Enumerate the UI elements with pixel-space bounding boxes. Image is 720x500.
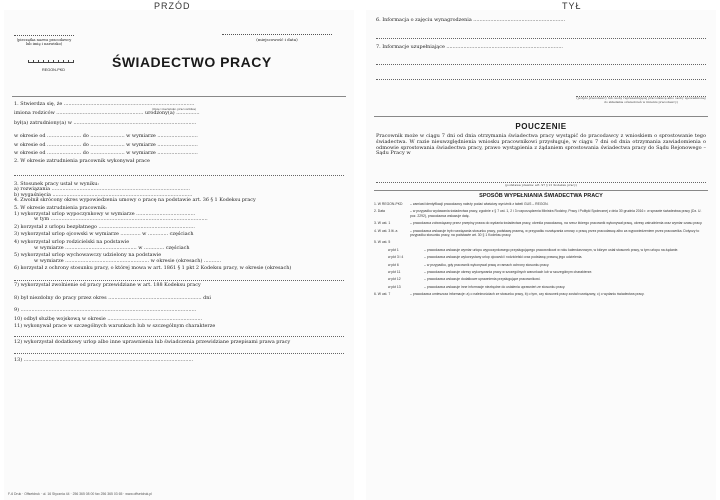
item-line[interactable]: 1) wykorzystał urlop wypoczynkowy w wymiarze ...................................... — [14, 210, 196, 217]
explain-row — [374, 285, 708, 289]
front-sheet — [4, 1, 354, 500]
item-line[interactable]: 12) wykorzystał dodatkowy urlop albo inne uprawnienia lub świadczenia przewidziane przepisami prawa pracy — [14, 338, 291, 345]
item-line: 5) wykorzystał urlop wychowawczy udzielony na podstawie — [14, 252, 162, 259]
item-line[interactable]: w okresie od ...................... do ...................... w wymiarze .......................... — [14, 150, 198, 157]
side-label-back: TYŁ — [562, 1, 582, 11]
explain-key: w pkt 11 — [388, 270, 401, 275]
divider — [374, 190, 708, 191]
court-caption: (podstawa prawna: art. 97 § 21 Kodeksu pracy) — [505, 183, 577, 187]
item-line[interactable]: w wymiarze ...................................................... w okresie (okresach) ........... — [34, 257, 222, 264]
item-line[interactable]: w okresie od ...................... do ...................... w wymiarze .......................... — [14, 141, 198, 148]
item-line[interactable]: a) rozwiązania ......................................................................................... — [14, 186, 190, 193]
explain-text: – w przypadku wydawania świadectwa pracy, zgodnie z § 7 ust. 1, 2 i 3 rozporządzenia Ministra Rodziny, Pracy i Polityki Społecznej z dnia 30 grudnia 2016 r. w sprawie świadectwa pracy (Dz. U. poz. 2292), pracodawca wskazuje datę. — [410, 209, 702, 218]
explain-text — [410, 240, 708, 244]
item-line[interactable]: 6) korzystał z ochrony stosunku pracy, o której mowa w art. 1861 § 1 pkt 2 Kodeksu pracy, w okresie (okresach) — [14, 265, 292, 272]
item-line[interactable]: imiona rodziców ........................................................ urodzony(a) ............... — [14, 110, 200, 116]
explain-key: 5. W ust. 5 — [374, 240, 391, 245]
explain-text: – pracodawca wskazuje tryb rozwiązania stosunku pracy, podstawę prawną, w przypadku rozwiązania umowy o pracę przez pracodawcę albo za wypowiedzeniem przez pracownika. Dotyczy to przypadku stosunku pracy, na podstawie art. 30 § 1 Kodeksu pracy. — [410, 228, 700, 238]
employer-stamp-area — [14, 32, 74, 46]
explain-key: w pkt 6 — [388, 262, 399, 267]
explain-row — [374, 263, 708, 267]
explain-text: – pracodawca zobowiązany przez przepisy prawa do wydania świadectwa pracy, określa pracodawcę, na rzecz którego pracownik wykonywał pracę, okresy zatrudnienia oraz wymiar czasu pracy. — [410, 221, 703, 226]
regon-boxes[interactable] — [28, 62, 74, 63]
explain-row — [374, 209, 708, 218]
explain-row — [374, 248, 708, 252]
explain-text: – zamiast identyfikacji pracodawcy należy podać właściwy wyróżnik z tabeli GUS – REGON. — [410, 202, 549, 206]
explain-key: w pkt 3 i 4 — [388, 255, 404, 260]
item-line[interactable]: 7. Informacje uzupełniające ........................................................................... — [376, 43, 563, 50]
item-line[interactable]: 7) wykorzystał zwolnienie od pracy przewidziane w art. 188 Kodeksu pracy — [14, 281, 201, 288]
explain-text: – pracodawca wskazuje wymiar urlopu wypoczynkowego przysługującego pracownikowi w roku kalendarzowym, w którym ustał stosunek pracy, w tym urlopu na żądanie. — [424, 247, 679, 252]
item-line[interactable]: był(a) zatrudniony(a) w ............................................................................... — [14, 119, 197, 126]
explain-text: – pracodawca umieszcza informacje: a) o należnościach ze stosunku pracy, b) o tym, czy stosunek pracy został rozwiązany, c) o wydaniu świadectwa pracy. — [410, 292, 645, 297]
item-line[interactable]: w tym ..................................................................................................... — [34, 216, 208, 223]
item-line[interactable]: 2) korzystał z urlopu bezpłatnego .............................................................. — [14, 223, 195, 230]
explain-row — [374, 240, 708, 244]
stamp-caption: (pieczątka nazwa pracodawcy lub imię i nazwisko) — [16, 38, 72, 47]
explain-key: 1. W REGON-PKD — [374, 202, 403, 206]
explain-key: 3. W ust. 1 — [374, 221, 391, 226]
item-line[interactable]: w wymiarze .............................................. w ............. częściach — [34, 244, 190, 251]
explain-text: – pracodawca wskazuje wykorzystany urlop ojcowski i rodzicielski oraz podstawę prawną jego udzielenia. — [424, 255, 583, 260]
side-label-front: PRZÓD — [154, 1, 191, 11]
item-line[interactable]: 9) ................................................................................................................. — [14, 307, 197, 314]
place-date-field[interactable] — [222, 30, 332, 42]
item-line: 5. W okresie zatrudnienia pracownik: — [14, 204, 107, 211]
item-line[interactable]: 3) wykorzystał urlop ojcowski w wymiarze ............. w ............. częściach — [14, 231, 194, 238]
explain-row — [374, 255, 708, 259]
explain-text: – pracodawca wskazuje dodatkowe uprawnienia przysługujące pracownikowi. — [424, 277, 541, 282]
explain-key: 4. W ust. 3 lit. a — [374, 228, 398, 233]
item-line[interactable]: 1. Stwierdza się, że .................................................................................... — [14, 101, 195, 107]
item-line[interactable]: w okresie od ...................... do ...................... w wymiarze .......................... — [14, 133, 198, 140]
item-line[interactable]: 6. Informacja o zajęciu wynagrodzenia ........................................................... — [376, 17, 566, 23]
divider — [12, 96, 346, 97]
item-line: 4) wykorzystał urlop rodzicielski na podstawie — [14, 238, 130, 245]
item-line[interactable]: 10) odbył służbę wojskową w okresie ............................................................. — [14, 315, 203, 322]
explain-row — [374, 221, 708, 225]
explain-list — [374, 202, 708, 300]
item-line: 3. Stosunek pracy ustał w wyniku: — [14, 180, 99, 187]
explain-text: – pracodawca wskazuje okresy wykonywania pracy w szczególnych warunkach lub w szczególnym charakterze. — [424, 270, 593, 275]
regon-label: REGON-PKD — [42, 68, 65, 72]
explain-row — [374, 292, 708, 296]
explain-text: – pracodawca wskazuje inne informacje niezbędne do ustalenia uprawnień ze stosunku pracy. — [424, 284, 566, 289]
pouczenie-text: Pracownik może w ciągu 7 dni od dnia otrzymania świadectwa pracy wystąpić do pracodawcy z wnioskiem o sprostowanie tego świadectwa. W razie nieuwzględnienia wniosku pracownikowi przysługuje, w ciągu 7 dni od dnia otrzymania zawiadomienia o odmowie sprostowania świadectwa pracy, prawo wystąpienia z żądaniem sprostowania świadectwa pracy do Sądu Rejonowego – Sądu Pracy w — [376, 133, 706, 157]
explain-row — [374, 270, 708, 274]
item-line: 4. Zwolnił skrócony okres wypowiedzenia umowy o pracę na podstawie art. 36 § 1 Kodeksu pracy — [14, 197, 256, 204]
pouczenie-title: POUCZENIE — [515, 122, 567, 131]
item-line[interactable]: 11) wykonywał prace w szczególnych warunkach lub w szczególnym charakterze — [14, 323, 216, 330]
explain-key: 2. Data — [374, 209, 385, 214]
explain-title: SPOSÓB WYPEŁNIANIA ŚWIADECTWA PRACY — [479, 193, 603, 199]
explain-key: 6. W ust. 7 — [374, 292, 391, 297]
divider — [374, 116, 708, 117]
explain-row — [374, 277, 708, 281]
explain-key: w pkt 13 — [388, 284, 401, 289]
print-footer: F-6 Druk · Offsetdruk · ul. 16 Stycznia 44 · 256 365 08 00 fax 256 365 03 65 · www.offsetdruk.pl — [8, 492, 152, 496]
back-items — [376, 18, 706, 104]
explain-key: w pkt 12 — [388, 277, 401, 282]
back-sheet — [366, 1, 716, 500]
document-title: ŚWIADECTWO PRACY — [112, 54, 272, 70]
explain-text: – w przypadku, gdy pracownik wykonywał pracę w ramach ochrony stosunku pracy. — [424, 262, 550, 267]
item-line[interactable]: b) wygaśnięcia .......................................................................................... — [14, 191, 193, 198]
item-line[interactable]: 13) ............................................................................................................. — [14, 357, 194, 364]
explain-row — [374, 202, 708, 206]
explain-key: w pkt 1 — [388, 247, 399, 252]
item-line: 2. W okresie zatrudnienia pracownik wykonywał prace — [14, 157, 150, 164]
explain-row — [374, 229, 708, 238]
item-line[interactable]: 8) był niezdolny do pracy przez okres ............................................................ dni — [14, 295, 211, 302]
front-items: 1. Stwierdza się, że .................................................................................... (imię i nazwisko pracownika) imiona rodziców ........................................................ urodzony(a) ............... był(a) zatrudniony(a) w ............................................................................... w okresie od ...................... do ...................... w wymiarze .......................... w okresie od ...................... do ...................... w wymiarze .......................... w okresie od ...................... do ...................... w wymiarze .......................... 2. W okresie zatrudnienia pracownik wykonywał prace 3. Stosunek pracy ustał w wyniku: a) rozwiązania ......................................................................................... b) wygaśnięcia .......................................................................................... 4. Zwolnił skrócony okres wypowiedzenia umowy o pracę na podstawie art. 36 § 1 Kodeksu pracy 5. W okresie zatrudnienia pracownik: 1) wykorzystał urlop wypoczynkowy w wymiarze ...................................... w tym ..................................................................................................... 2) korzystał z urlopu bezpłatnego .............................................................. 3) wykorzystał urlop ojcowski w wymiarze ............. w ............. częściach 4) wykorzystał urlop rodzicielski na podstawie w wymiarze .............................................. w ............. częściach 5) wykorzystał urlop wychowawczy udzielony na podstawie w wymiarze ...................................................... w okresie (okresach) ........... 6) korzystał z ochrony stosunku pracy, o której mowa w art. 1861 § 1 pkt 2 Kodeksu pracy, w okresie (okresach) 7) wykorzystał zwolnienie od pracy przewidziane w art. 188 Kodeksu pracy 8) był niezdolny do pracy przez okres ............................................................ dni 9) ................................................................................................................. 10) odbył służbę wojskową w okresie ............................................................. 11) wykonywał prace w szczególnych warunkach lub w szczególnym charakterze 12) wykorzystał dodatkowy urlop albo inne uprawnienia lub świadczenia przewidziane przepisami prawa pracy 13) ............................................................................................................. — [14, 102, 344, 364]
place-date-caption: (miejscowość i data) — [256, 37, 298, 42]
signature-caption: (podpis pracodawcy lub osoby reprezentującej pracodawcę albo osoby upoważnionej do składania oświadczeń w imieniu pracodawcy) — [576, 96, 706, 104]
